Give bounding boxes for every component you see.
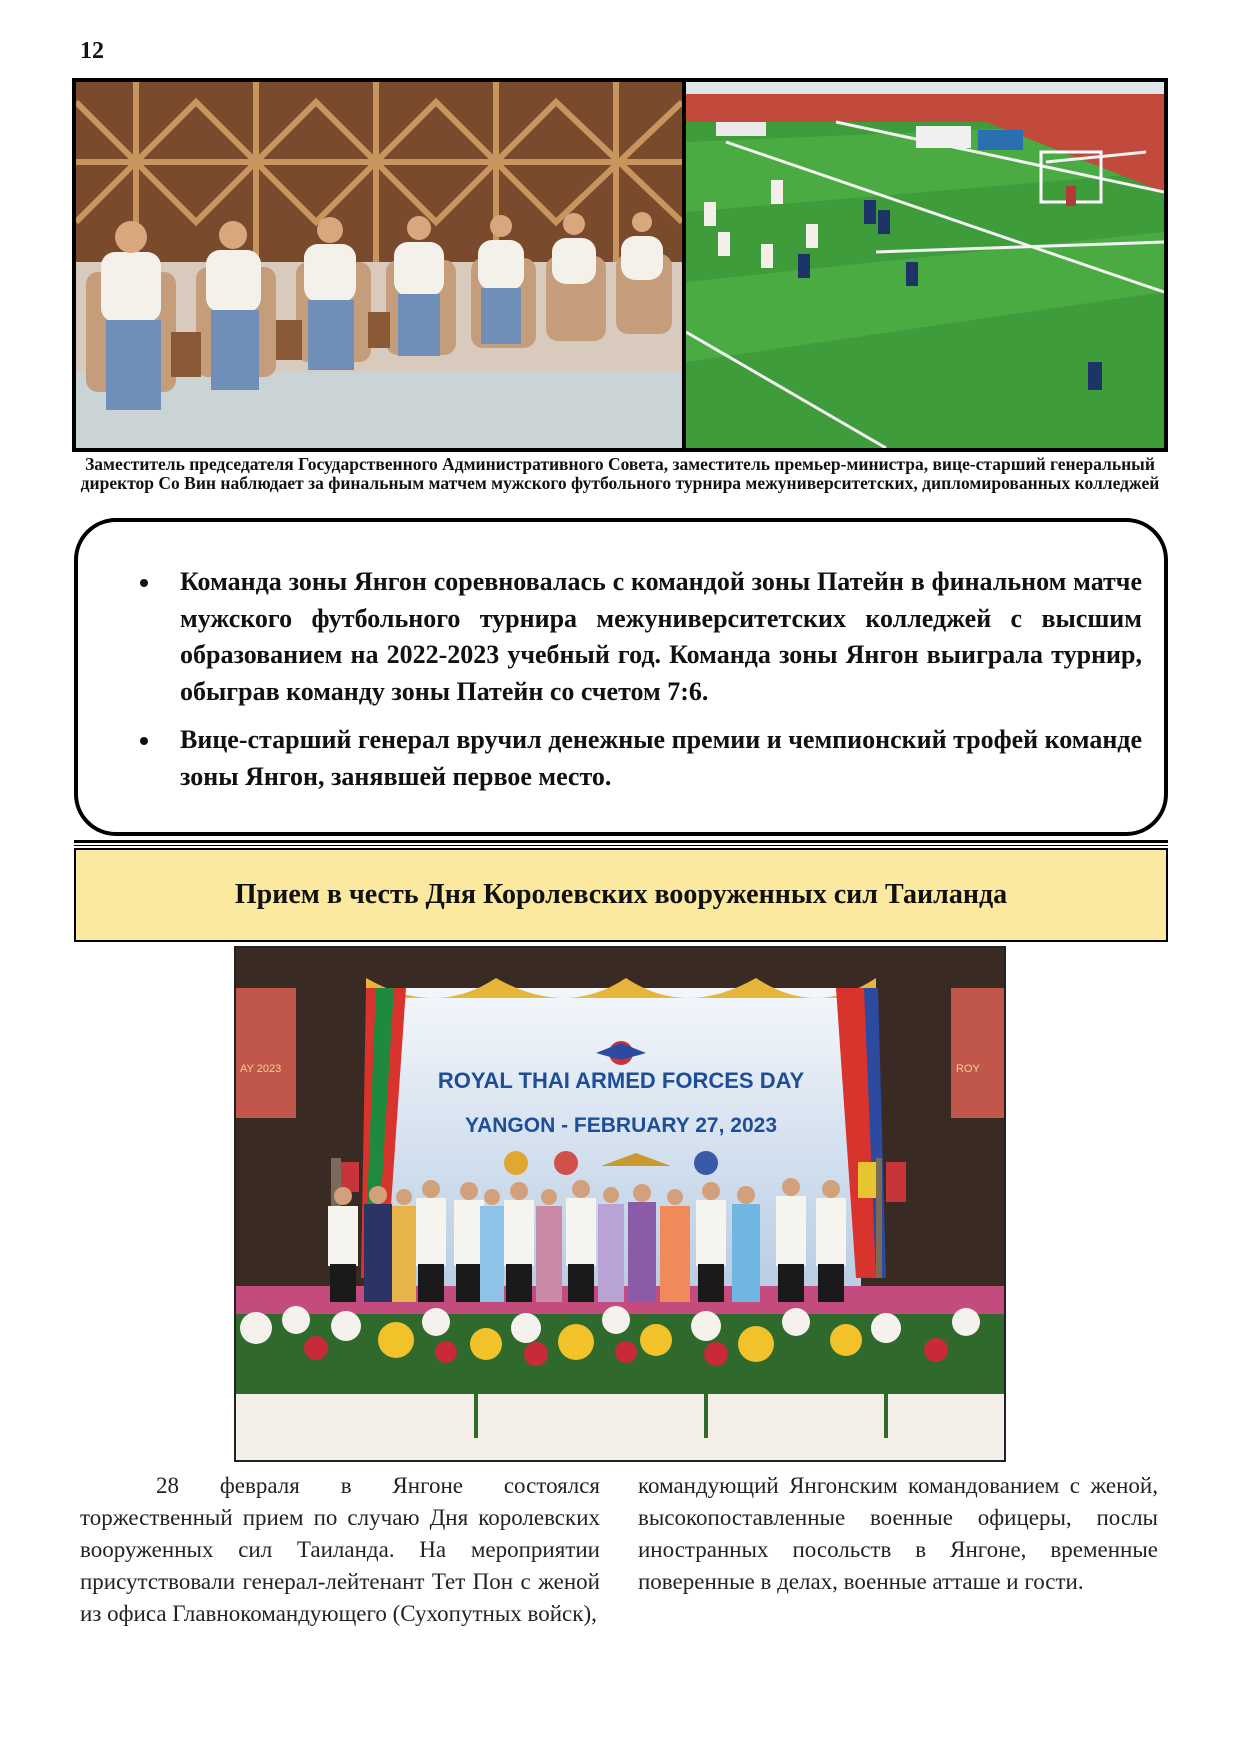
photo-officials-viewing-stand xyxy=(76,82,682,448)
section-title: Прием в честь Дня Королевских вооруженных сил Таиланда xyxy=(234,879,1008,910)
right-screen-text: ROY xyxy=(956,1063,980,1075)
article-right-text: командующий Янгонским командованием с женой, высокопоставленные военные офицеры, послы иностранных посольств в Янгоне, временные поверенные в делах, военные атташе и гости. xyxy=(638,1473,1158,1594)
summary-list xyxy=(128,564,1142,795)
top-photo-caption: Заместитель председателя Государственного Административного Совета, заместитель премьер-министра, вице-старший генеральный директор Со Вин наблюдает за финальным матчем мужского футбольного турнира межуниверситетских, дипломированных колледжей xyxy=(80,454,1160,493)
summary-box xyxy=(74,518,1168,836)
section-banner xyxy=(74,848,1168,942)
article-column-right xyxy=(638,1470,1158,1598)
section-divider-thin xyxy=(74,845,1168,846)
officials-photo-illustration xyxy=(76,82,682,448)
article-left-text: 28 февраля в Янгоне состоялся торжественный прием по случаю Дня королевских вооруженных сил Таиланда. На мероприятии присутствовали генерал-лейтенант Тет Пон с женой из офиса Главнокомандующего (Сухопутных войск), xyxy=(80,1473,600,1626)
photo-royal-thai-reception xyxy=(234,946,1006,1462)
summary-item: • Вице-старший генерал вручил денежные премии и чемпионский трофей команде зоны Янгон, занявшей первое место. xyxy=(162,722,1142,795)
article-column-left xyxy=(80,1470,600,1630)
banner-line2: YANGON - FEBRUARY 27, 2023 xyxy=(465,1114,777,1137)
reception-photo-illustration xyxy=(236,948,1004,1460)
top-photo-pair xyxy=(72,78,1168,452)
banner-line1: ROYAL THAI ARMED FORCES DAY xyxy=(437,1068,805,1093)
summary-item: • Команда зоны Янгон соревновалась с командой зоны Патейн в финальном матче мужского футбольного турнира межуниверситетских колледжей с высшим образованием на 2022-2023 учебный год. Команда зоны Янгон выиграла турнир, обыграв команду зоны Патейн со счетом 7:6. xyxy=(162,564,1142,710)
page-number: 12 xyxy=(80,38,104,64)
section-divider xyxy=(74,840,1168,843)
left-screen-text: AY 2023 xyxy=(240,1063,282,1075)
football-photo-illustration xyxy=(686,82,1164,448)
photo-football-match xyxy=(686,82,1164,448)
